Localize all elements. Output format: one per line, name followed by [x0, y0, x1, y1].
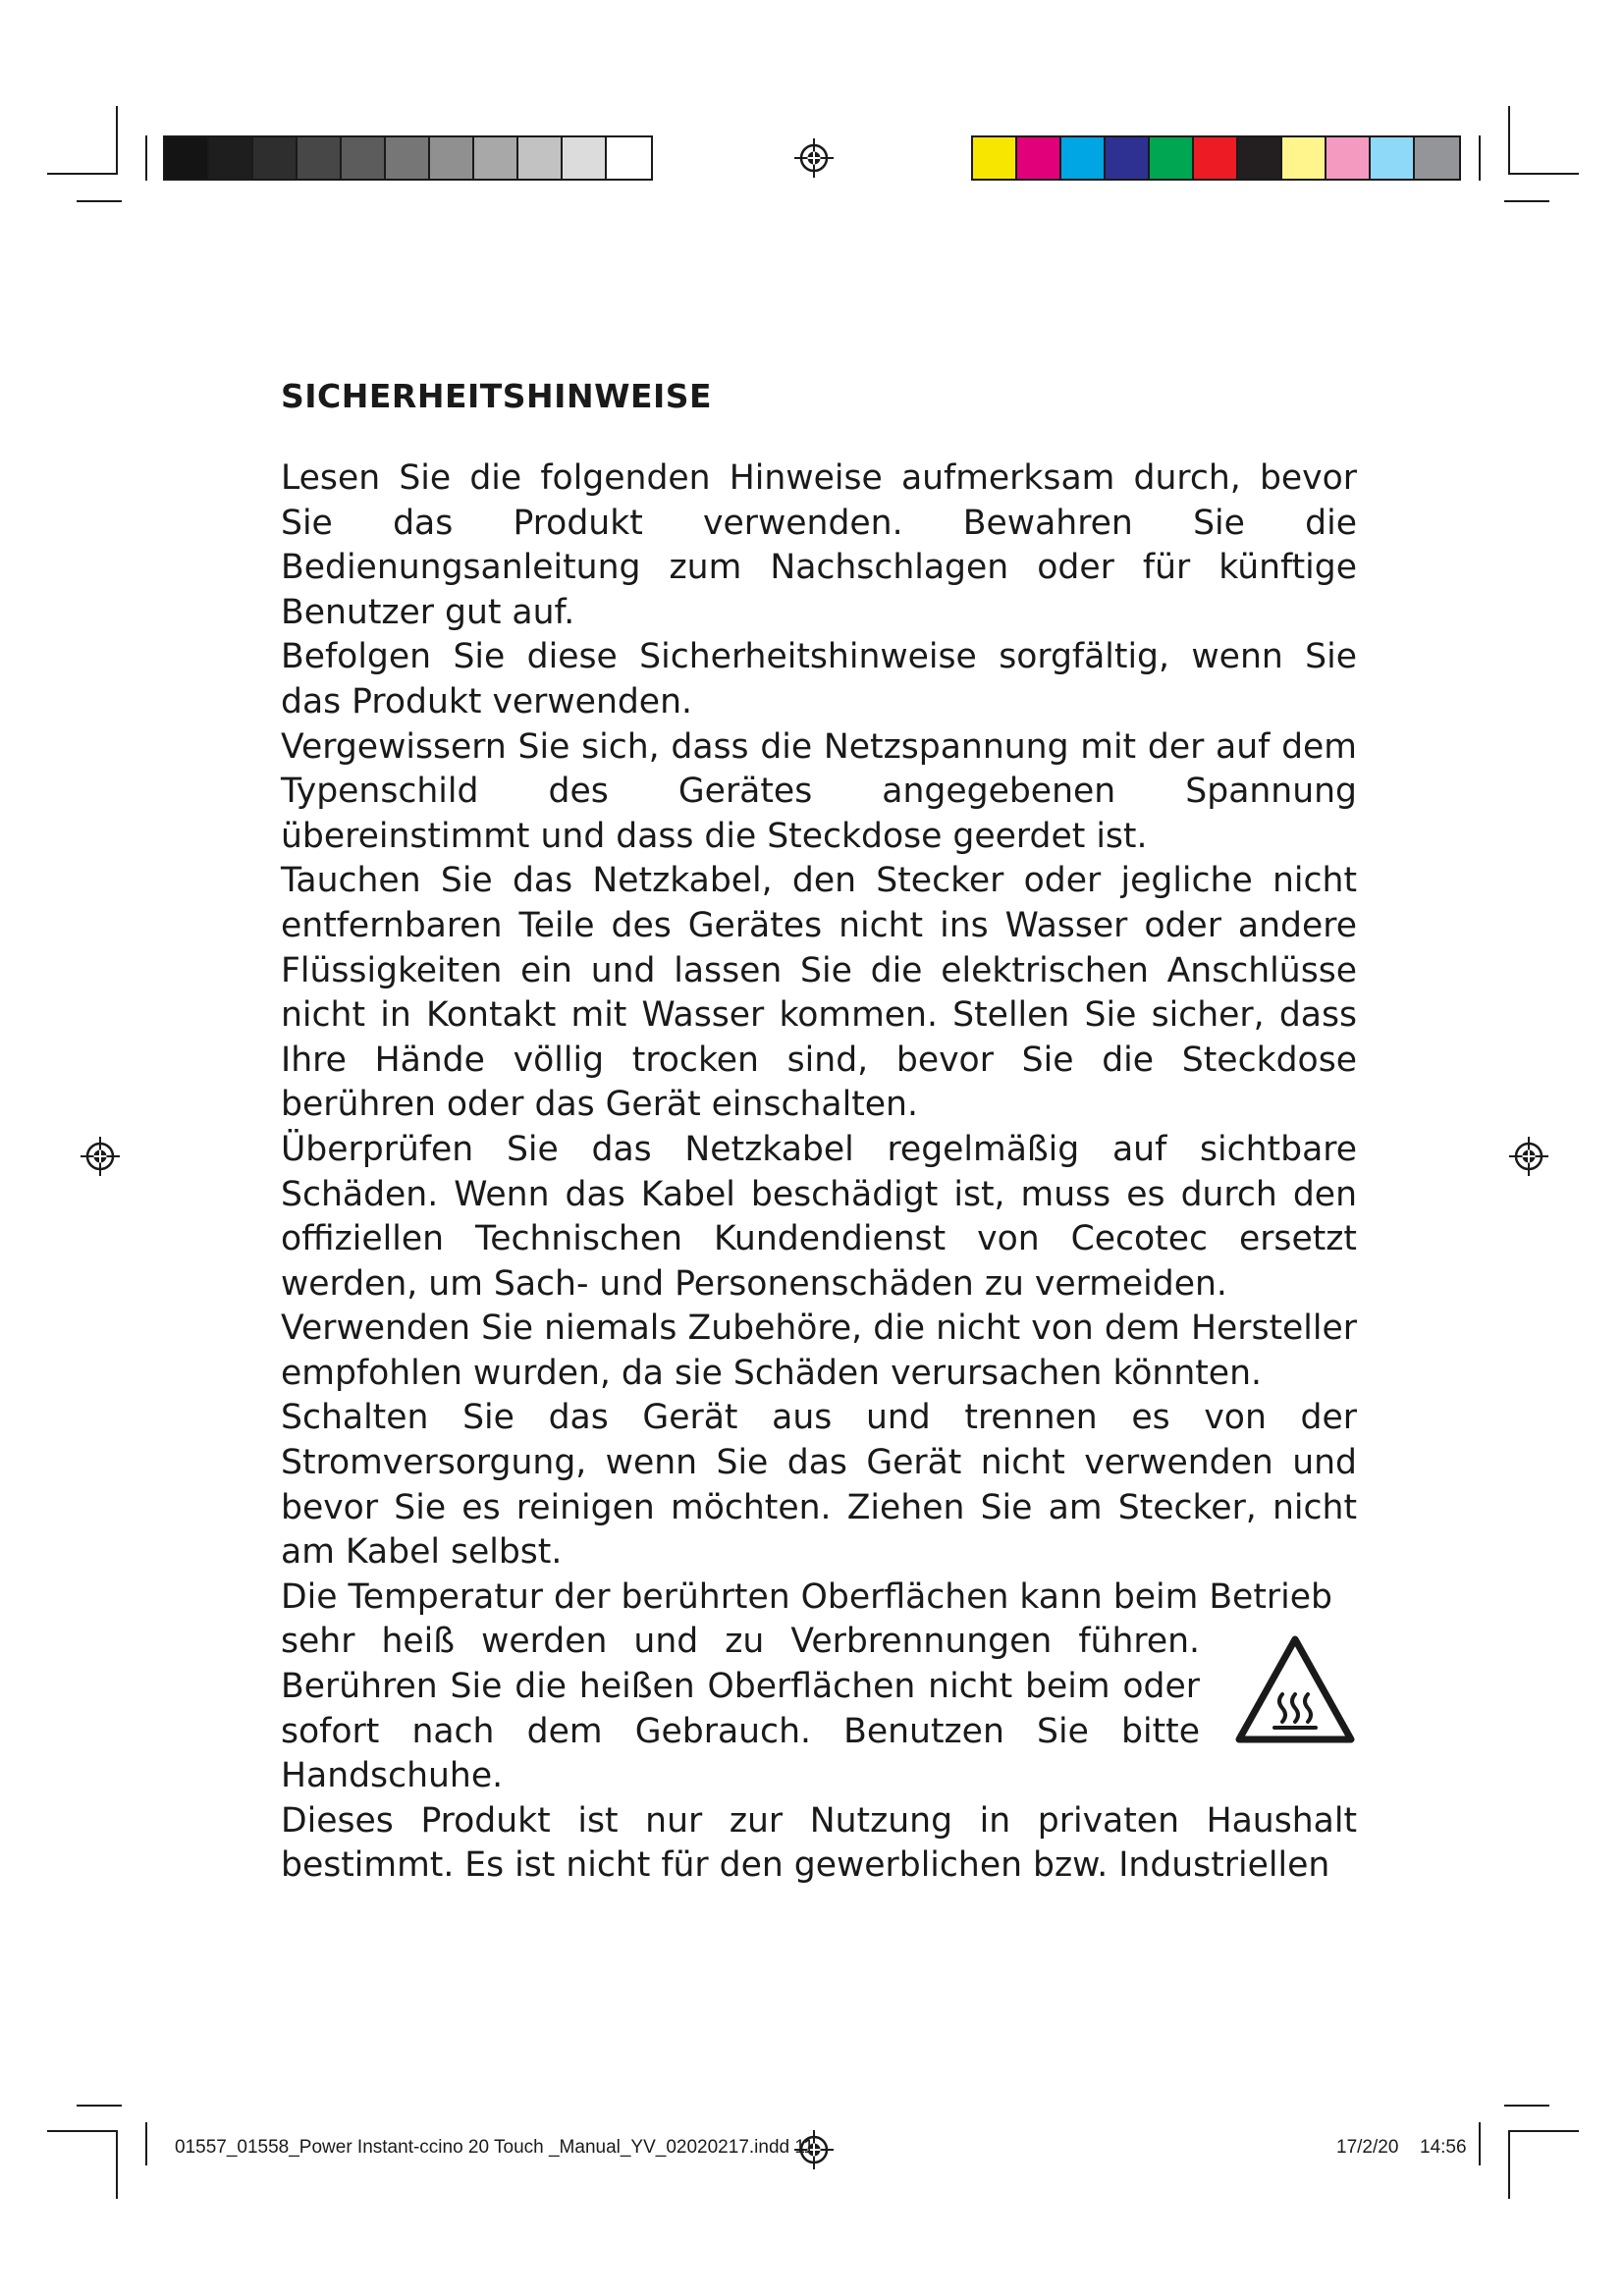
color-swatch: [342, 137, 386, 179]
grayscale-control-strip: [163, 135, 653, 181]
crop-mark: [145, 135, 147, 181]
color-swatch: [1282, 137, 1326, 179]
crop-mark: [1508, 106, 1510, 173]
paragraph: Die Temperatur der berührten Oberflächen kann beim Betrieb: [281, 1576, 1332, 1617]
paragraph: Tauchen Sie das Netzkabel, den Stecker oder jegliche nicht entfernbaren Teile des Gerätes nicht ins Wasser oder andere Flüssigkeiten ein und lassen Sie die elektrischen Anschlüsse nicht in Kontakt mit Wasser kommen. Stellen Sie sicher, dass Ihre Hände völlig trocken sind, bevor Sie die Steckdose berühren oder das Gerät einschalten.: [281, 861, 1357, 1125]
paragraph: sehr heiß werden und zu Verbrennungen führen. Berühren Sie die heißen Oberflächen nicht beim oder sofort nach dem Gebrauch. Benutzen Sie bitte Handschuhe.: [281, 1622, 1200, 1796]
color-swatch: [1371, 137, 1415, 179]
color-swatch: [1017, 137, 1061, 179]
file-slug: 01557_01558_Power Instant-ccino 20 Touch _Manual_YV_02020217.indd 11: [175, 2137, 815, 2158]
paragraph: Befolgen Sie diese Sicherheitshinweise sorgfältig, wenn Sie das Produkt verwenden.: [281, 637, 1357, 721]
color-swatch: [1106, 137, 1150, 179]
paragraph: Vergewissern Sie sich, dass die Netzspannung mit der auf dem Typenschild des Gerätes angegebenen Spannung übereinstimmt und dass die Steckdose geerdet ist.: [281, 726, 1357, 856]
crop-mark: [1508, 2130, 1579, 2132]
color-swatch: [518, 137, 563, 179]
crop-mark: [116, 106, 118, 173]
crop-mark: [77, 2105, 122, 2107]
crop-mark: [1479, 2122, 1481, 2165]
color-swatch: [298, 137, 342, 179]
color-swatch: [386, 137, 430, 179]
color-swatch: [165, 137, 209, 179]
safety-instructions: [281, 377, 1357, 1889]
crop-mark: [77, 200, 122, 202]
color-swatch: [607, 137, 651, 179]
crop-mark: [1479, 135, 1481, 181]
paragraph: Verwenden Sie niemals Zubehöre, die nicht von dem Hersteller empfohlen wurden, da sie Schäden verursachen könnten.: [281, 1308, 1357, 1393]
color-swatch: [430, 137, 474, 179]
color-swatch: [1238, 137, 1282, 179]
color-control-strip: [971, 135, 1461, 181]
crop-mark: [47, 2130, 118, 2132]
paragraph: Lesen Sie die folgenden Hinweise aufmerksam durch, bevor Sie das Produkt verwenden. Bewahren Sie die Bedienungsanleitung zum Nachschlagen oder für künftige Benutzer gut auf.: [281, 458, 1357, 632]
hot-surface-paragraph: [281, 1575, 1357, 1799]
hot-surface-warning-icon: [1233, 1633, 1357, 1747]
crop-mark: [1508, 173, 1579, 175]
crop-mark: [47, 173, 118, 175]
color-swatch: [1415, 137, 1459, 179]
slug-date: 17/2/20: [1336, 2137, 1399, 2158]
color-swatch: [1150, 137, 1194, 179]
paragraph: Schalten Sie das Gerät aus und trennen es von der Stromversorgung, wenn Sie das Gerät nicht verwenden und bevor Sie es reinigen möchten. Ziehen Sie am Stecker, nicht am Kabel selbst.: [281, 1398, 1357, 1573]
registration-mark-icon: [794, 138, 834, 178]
color-swatch: [563, 137, 607, 179]
section-heading: SICHERHEITSHINWEISE: [281, 377, 713, 415]
color-swatch: [209, 137, 253, 179]
registration-mark-icon: [81, 1137, 120, 1176]
paragraph: Dieses Produkt ist nur zur Nutzung in privaten Haushalt bestimmt. Es ist nicht für den gewerblichen bzw. Industriellen: [281, 1800, 1357, 1886]
paragraph: Überprüfen Sie das Netzkabel regelmäßig auf sichtbare Schäden. Wenn das Kabel beschädigt ist, muss es durch den offiziellen Technischen Kundendienst von Cecotec ersetzt werden, um Sach- und Personenschäden zu vermeiden.: [281, 1129, 1357, 1304]
crop-mark: [1504, 2105, 1549, 2107]
color-swatch: [1194, 137, 1238, 179]
color-swatch: [1326, 137, 1371, 179]
color-swatch: [1061, 137, 1106, 179]
crop-mark: [1508, 2130, 1510, 2199]
crop-mark: [116, 2130, 118, 2199]
slug-time: 14:56: [1420, 2137, 1467, 2158]
color-swatch: [474, 137, 518, 179]
crop-mark: [145, 2122, 147, 2165]
color-swatch: [253, 137, 298, 179]
color-swatch: [973, 137, 1017, 179]
crop-mark: [1504, 200, 1549, 202]
registration-mark-icon: [1509, 1137, 1548, 1176]
